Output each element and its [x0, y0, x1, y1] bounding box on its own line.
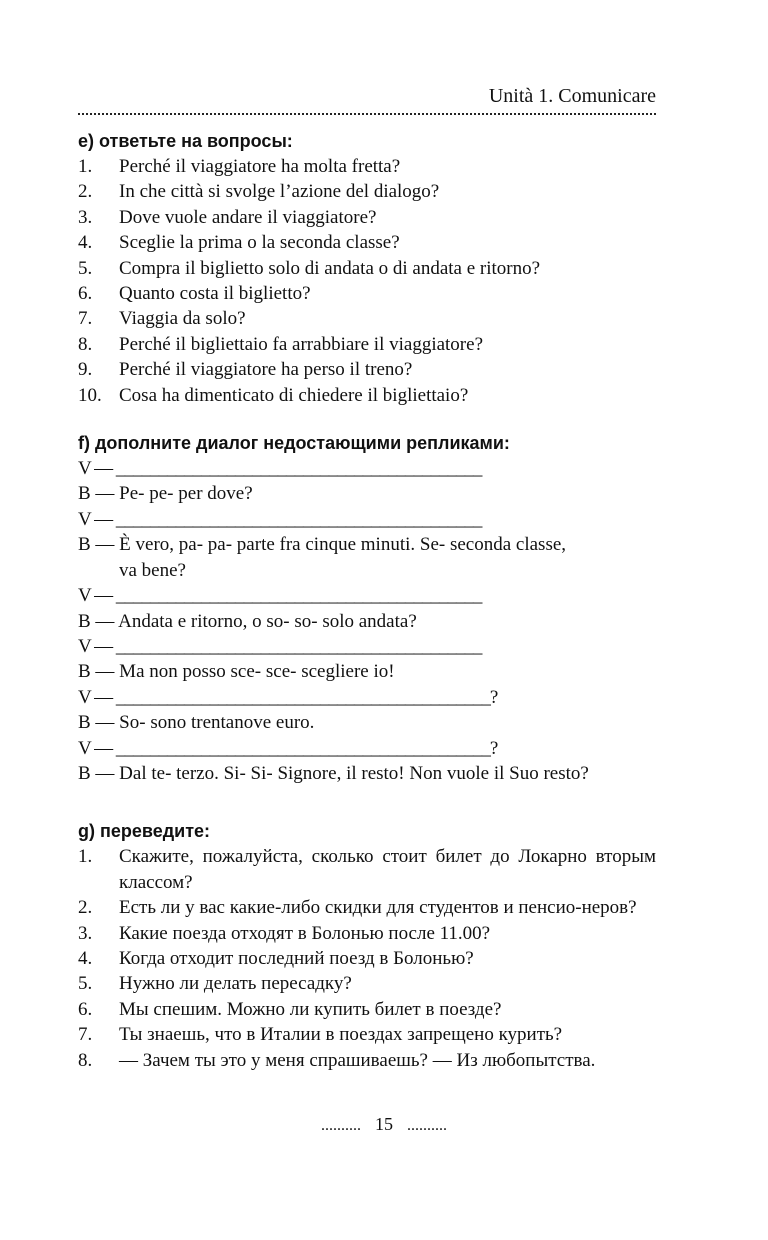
dialogue-line — [78, 685, 656, 710]
item-text: Quanto costa il biglietto? — [119, 283, 311, 305]
item-text: Compra il biglietto solo di andata o di andata e ritorno? — [119, 257, 541, 279]
section-f-dialogue — [78, 456, 656, 786]
dialogue-line — [78, 456, 656, 481]
item-number: 8. — [78, 333, 93, 355]
dialogue-line — [78, 736, 656, 761]
item-text: Dove vuole andare il viaggiatore? — [119, 206, 377, 228]
item-number: 1. — [78, 846, 93, 868]
item-text: Когда отходит последний поезд в Болонью? — [119, 947, 474, 969]
question-item — [78, 256, 656, 281]
question-item — [78, 332, 656, 357]
item-text: Скажите, пожалуйста, сколько стоит билет до Локарно вторым классом? — [119, 846, 656, 893]
dialogue-blank: V — ___________________________________________ — [78, 458, 482, 480]
item-text: Нужно ли делать пересадку? — [119, 973, 352, 995]
item-number: 10. — [78, 384, 102, 406]
dialogue-text: B — Pe- pe- per dove? — [78, 483, 253, 505]
dialogue-blank: V — ___________________________________________ — [78, 635, 482, 657]
item-number: 5. — [78, 973, 93, 995]
item-text: In che città si svolge l’azione del dialogo? — [119, 181, 440, 203]
translation-item — [78, 1022, 656, 1047]
dialogue-text: B — Dal te- terzo. Si- Si- Signore, il resto! Non vuole il Suo resto? — [78, 762, 589, 784]
page-number: 15 — [375, 1114, 393, 1134]
translation-item — [78, 946, 656, 971]
dialogue-line — [78, 761, 656, 786]
dialogue-line — [78, 609, 656, 634]
question-item — [78, 179, 656, 204]
item-text: Perché il viaggiatore ha molta fretta? — [119, 156, 401, 177]
dialogue-blank: V — ____________________________________________? — [78, 686, 498, 708]
section-e-questions — [78, 154, 656, 408]
page-content — [78, 128, 656, 1073]
question-item — [78, 205, 656, 230]
item-number: 8. — [78, 1049, 93, 1071]
footer-dots-right: .......... — [407, 1117, 447, 1134]
question-item — [78, 306, 656, 331]
translation-item — [78, 921, 656, 946]
item-number: 3. — [78, 206, 93, 228]
dialogue-blank: V — ___________________________________________ — [78, 508, 482, 530]
item-number: 6. — [78, 283, 93, 305]
item-text: Perché il viaggiatore ha perso il treno? — [119, 359, 413, 381]
page-footer — [0, 1114, 768, 1136]
item-number: 7. — [78, 308, 93, 330]
translation-item — [78, 971, 656, 996]
running-head: Unità 1. Comunicare — [488, 85, 656, 107]
dialogue-line — [78, 583, 656, 608]
item-text: Viaggia da solo? — [119, 308, 246, 330]
dialogue-line — [78, 659, 656, 684]
item-number: 4. — [78, 232, 93, 254]
dialogue-line — [78, 507, 656, 532]
footer-dots-left: .......... — [321, 1117, 361, 1134]
dialogue-line — [78, 710, 656, 735]
item-text: Cosa ha dimenticato di chiedere il bigliettaio? — [119, 384, 469, 406]
dialogue-line — [78, 532, 656, 583]
item-text: — Зачем ты это у меня спрашиваешь? — Из любопытства. — [119, 1049, 596, 1071]
item-number: 9. — [78, 359, 93, 381]
item-number: 3. — [78, 922, 93, 944]
item-text: Sceglie la prima o la seconda classe? — [119, 232, 400, 254]
item-number: 2. — [78, 897, 93, 919]
item-number: 5. — [78, 257, 93, 279]
dialogue-blank: V — ___________________________________________ — [78, 585, 482, 607]
item-text: Perché il bigliettaio fa arrabbiare il viaggiatore? — [119, 333, 483, 355]
item-number: 1. — [78, 156, 93, 177]
question-item — [78, 357, 656, 382]
dialogue-text-continuation: va bene? — [119, 559, 186, 581]
translation-item — [78, 844, 656, 895]
translation-item — [78, 997, 656, 1022]
section-g-translations — [78, 844, 656, 1073]
section-g-heading: g) переведите: — [78, 821, 211, 842]
question-item — [78, 154, 656, 179]
item-text: Какие поезда отходят в Болонью после 11.00? — [119, 922, 491, 944]
dialogue-blank: V — ____________________________________________? — [78, 737, 498, 759]
translation-item — [78, 1048, 656, 1073]
dialogue-line — [78, 634, 656, 659]
question-item — [78, 230, 656, 255]
item-number: 6. — [78, 998, 93, 1020]
dialogue-text: B — So- sono trentanove euro. — [78, 712, 315, 734]
header-dotted-rule — [78, 113, 656, 115]
dialogue-line — [78, 481, 656, 506]
item-number: 4. — [78, 947, 93, 969]
translation-item — [78, 895, 656, 920]
section-f-heading: f) дополните диалог недостающими репликами: — [78, 433, 510, 454]
item-number: 7. — [78, 1024, 93, 1046]
section-e-heading: e) ответьте на вопросы: — [78, 131, 293, 151]
item-text: Есть ли у вас какие-либо скидки для студентов и пенсио-неров? — [119, 897, 637, 919]
question-item — [78, 281, 656, 306]
dialogue-text: B — È vero, pa- pa- parte fra cinque minuti. Se- seconda classe, — [78, 534, 567, 556]
question-item — [78, 383, 656, 408]
item-number: 2. — [78, 181, 93, 203]
dialogue-text: B — Andata e ritorno, o so- so- solo andata? — [78, 610, 417, 632]
item-text: Ты знаешь, что в Италии в поездах запрещено курить? — [119, 1024, 563, 1046]
item-text: Мы спешим. Можно ли купить билет в поезде? — [119, 998, 502, 1020]
dialogue-text: B — Ma non posso sce- sce- scegliere io! — [78, 661, 395, 683]
